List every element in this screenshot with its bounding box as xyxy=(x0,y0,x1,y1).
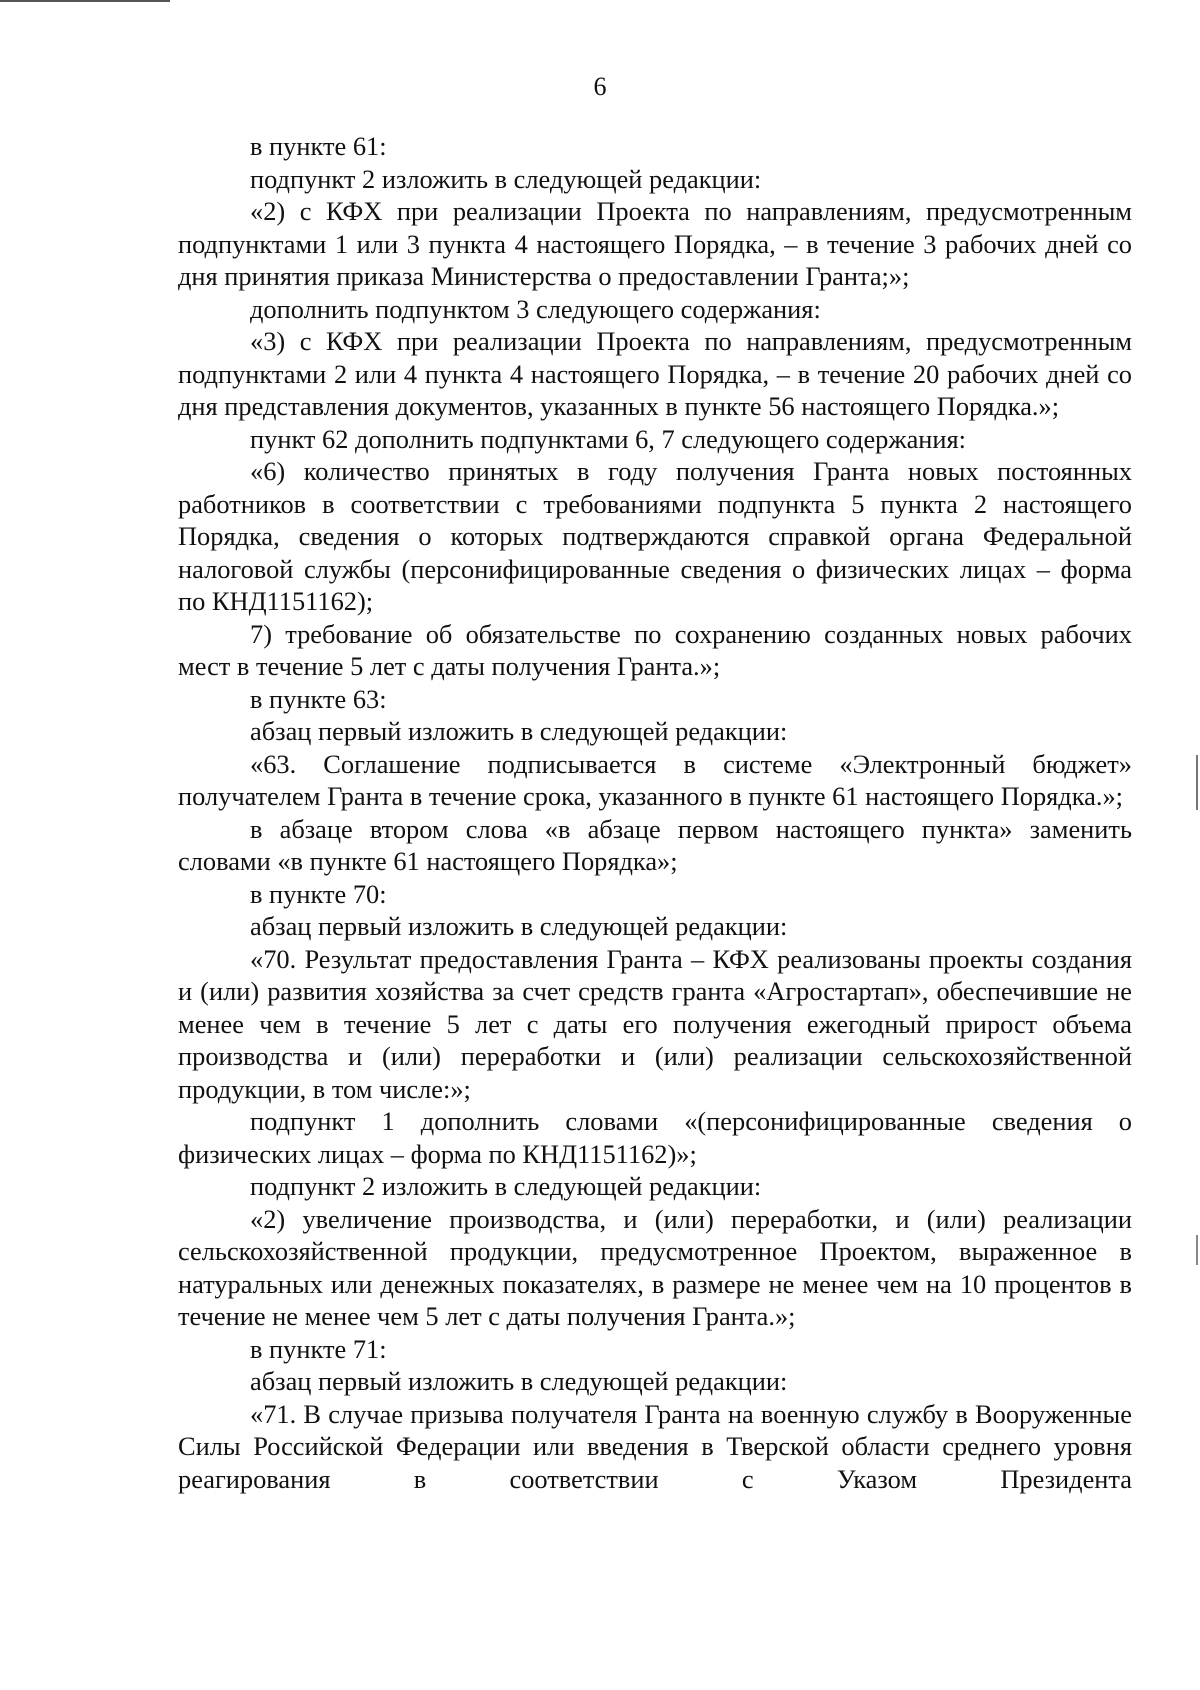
paragraph: в пункте 71: xyxy=(250,1333,387,1364)
scan-edge-right xyxy=(1196,755,1198,810)
paragraph: в абзаце втором слова «в абзаце первом настоящего пункта» заменить словами «в пункте 61 настоящего Порядка»; xyxy=(178,813,1132,876)
document-body xyxy=(178,130,1132,1495)
paragraph: в пункте 61: xyxy=(250,131,387,161)
scan-edge-right-lower xyxy=(1196,1235,1198,1265)
paragraph: 7) требование об обязательстве по сохранению созданных новых рабочих мест в течение 5 лет с даты получения Гранта.»; xyxy=(178,618,1132,681)
paragraph: «2) увеличение производства, и (или) переработки, и (или) реализации сельскохозяйственной продукции, предусмотренное Проектом, выраженное в натуральных или денежных показателях, в размере не менее чем на 10 процентов в течение не менее чем 5 лет с даты получения Гранта.»; xyxy=(178,1203,1132,1331)
paragraph: абзац первый изложить в следующей редакции: xyxy=(250,716,788,746)
paragraph: абзац первый изложить в следующей редакции: xyxy=(250,911,788,941)
paragraph: подпункт 2 изложить в следующей редакции: xyxy=(250,163,762,194)
paragraph: «2) с КФХ при реализации Проекта по направлениям, предусмотренным подпунктами 1 или 3 пункта 4 настоящего Порядка, – в течение 3 рабочих дней со дня принятия приказа Министерства о предоставлении Гранта;»; xyxy=(178,196,1132,291)
paragraph: «6) количество принятых в году получения Гранта новых постоянных работников в соответствии с требованиями подпункта 5 пункта 2 настоящего Порядка, сведения о которых подтверждаются справкой органа Федеральной налоговой службы (персонифицированные сведения о физических лицах – форма по КНД1151162); xyxy=(178,456,1132,616)
paragraph: «3) с КФХ при реализации Проекта по направлениям, предусмотренным подпунктами 2 или 4 пункта 4 настоящего Порядка, – в течение 20 рабочих дней со дня представления документов, указанных в пункте 56 настоящего Порядка.»; xyxy=(178,326,1132,421)
page-number: 6 xyxy=(593,72,607,101)
scan-edge-top xyxy=(0,0,170,2)
paragraph: в пункте 70: xyxy=(250,878,387,909)
paragraph: пункт 62 дополнить подпунктами 6, 7 следующего содержания: xyxy=(250,423,967,454)
paragraph: в пункте 63: xyxy=(250,683,387,714)
paragraph: подпункт 1 дополнить словами «(персонифицированные сведения о физических лицах – форма по КНД1151162)»; xyxy=(178,1106,1132,1169)
paragraph: подпункт 2 изложить в следующей редакции: xyxy=(250,1171,762,1201)
paragraph: «63. Соглашение подписывается в системе «Электронный бюджет» получателем Гранта в течение срока, указанного в пункте 61 настоящего Порядка.»; xyxy=(178,748,1132,811)
paragraph: «71. В случае призыва получателя Гранта на военную службу в Вооруженные Силы Российской Федерации или введения в Тверской области среднего уровня реагирования в соответствии с Указом Президента xyxy=(178,1398,1132,1494)
paragraph: абзац первый изложить в следующей редакции: xyxy=(250,1366,788,1396)
paragraph: «70. Результат предоставления Гранта – КФХ реализованы проекты создания и (или) развития хозяйства за счет средств гранта «Агростартап», обеспечившие не менее чем в течение 5 лет с даты его получения ежегодный прирост объема производства и (или) переработки и (или) реализации сельскохозяйственной продукции, в том числе:»; xyxy=(178,943,1132,1104)
paragraph: дополнить подпунктом 3 следующего содержания: xyxy=(250,293,821,324)
